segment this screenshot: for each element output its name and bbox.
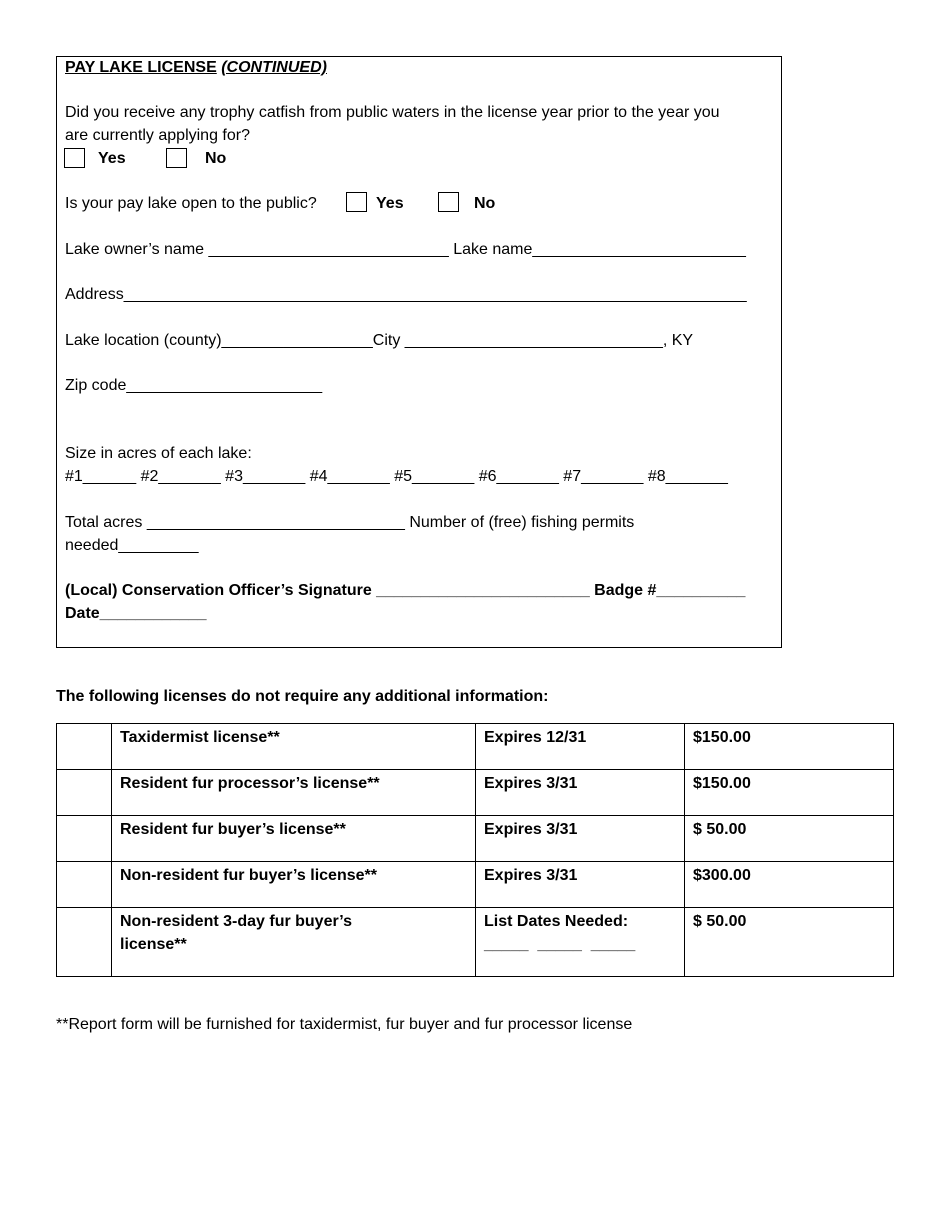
trophy-question-line2: are currently applying for? (65, 127, 250, 144)
table-row (57, 862, 894, 908)
license-name-line2: license** (120, 936, 187, 953)
license-name: Resident fur processor’s license** (112, 770, 476, 816)
trophy-question-line1: Did you receive any trophy catfish from public waters in the license year prior to the year you (65, 104, 720, 121)
address-field[interactable]: Address______________________________________________________________________ (65, 286, 747, 303)
officer-signature-field[interactable]: (Local) Conservation Officer’s Signature ________________________ Badge #__________ (65, 582, 746, 599)
table-row (57, 724, 894, 770)
license-fee: $300.00 (685, 862, 894, 908)
license-name: Non-resident fur buyer’s license** (112, 862, 476, 908)
dates-needed-fields[interactable]: _____ _____ _____ (484, 936, 636, 953)
permits-needed-field[interactable]: needed_________ (65, 537, 199, 554)
license-name (112, 908, 476, 977)
dates-needed-label: List Dates Needed: (484, 913, 629, 930)
select-cell[interactable] (57, 908, 112, 977)
license-name: Resident fur buyer’s license** (112, 816, 476, 862)
trophy-no-label: No (205, 150, 227, 167)
public-yes-label: Yes (376, 195, 404, 212)
license-expires: Expires 3/31 (476, 770, 685, 816)
total-acres-field[interactable]: Total acres _____________________________ Number of (free) fishing permits (65, 514, 635, 531)
public-question: Is your pay lake open to the public? (65, 195, 317, 212)
licenses-heading: The following licenses do not require any additional information: (56, 688, 549, 705)
public-no-label: No (474, 195, 496, 212)
public-no-checkbox[interactable] (438, 192, 459, 212)
public-yes-checkbox[interactable] (346, 192, 367, 212)
select-cell[interactable] (57, 862, 112, 908)
table-row (57, 908, 894, 977)
select-cell[interactable] (57, 724, 112, 770)
lake-size-label: Size in acres of each lake: (65, 445, 252, 462)
license-expires (476, 908, 685, 977)
license-fee: $ 50.00 (685, 908, 894, 977)
select-cell[interactable] (57, 816, 112, 862)
trophy-yes-label: Yes (98, 150, 126, 167)
license-fee: $150.00 (685, 724, 894, 770)
section-title: PAY LAKE LICENSE (CONTINUED) (65, 59, 327, 76)
license-expires: Expires 3/31 (476, 816, 685, 862)
table-row (57, 770, 894, 816)
license-expires: Expires 3/31 (476, 862, 685, 908)
table-row (57, 816, 894, 862)
select-cell[interactable] (57, 770, 112, 816)
location-city-field[interactable]: Lake location (county)_________________City _____________________________, KY (65, 332, 694, 349)
license-expires: Expires 12/31 (476, 724, 685, 770)
owner-lake-name-field[interactable]: Lake owner’s name ___________________________ Lake name________________________ (65, 241, 746, 258)
footnote: **Report form will be furnished for taxidermist, fur buyer and fur processor license (56, 1016, 633, 1033)
license-name-line1: Non-resident 3-day fur buyer’s (120, 913, 353, 930)
date-field[interactable]: Date____________ (65, 605, 207, 622)
trophy-yes-checkbox[interactable] (64, 148, 85, 168)
license-name: Taxidermist license** (112, 724, 476, 770)
license-fee: $150.00 (685, 770, 894, 816)
zip-code-field[interactable]: Zip code______________________ (65, 377, 323, 394)
lake-size-fields[interactable]: #1______ #2_______ #3_______ #4_______ #5_______ #6_______ #7_______ #8_______ (65, 468, 728, 485)
license-fee: $ 50.00 (685, 816, 894, 862)
licenses-table (56, 723, 894, 977)
trophy-no-checkbox[interactable] (166, 148, 187, 168)
